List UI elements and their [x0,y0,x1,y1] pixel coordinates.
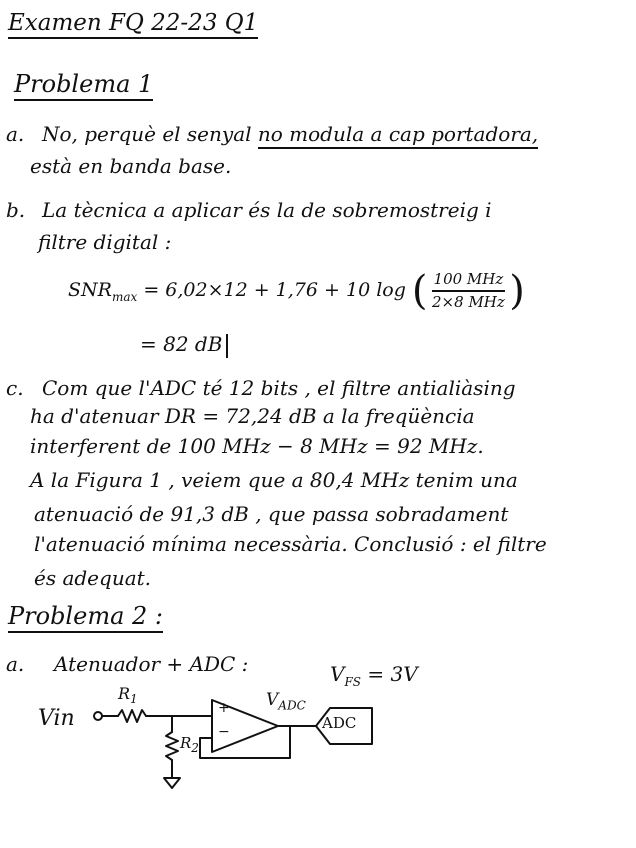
opamp-minus: − [218,724,230,740]
r2-r: R [180,734,192,752]
p1-c-line3: interferent de 100 MHz − 8 MHz = 92 MHz. [30,434,484,458]
vadc-sub: ADC [278,698,306,713]
r2-label [180,734,199,755]
p1-c-line4: A la Figura 1 , veiem que a 80,4 MHz tenim una [30,468,518,492]
vin-terminal [94,712,102,720]
p1-a-line2: està en banda base. [30,154,232,178]
vadc-label [266,690,306,712]
r2-sub: 2 [191,741,199,755]
wire-feedback-back [200,738,290,758]
problema1-heading-text: Problema 1 [14,70,153,101]
p1-c-line7: és adequat. [34,566,152,590]
title-text: Examen FQ 22-23 Q1 [8,10,258,39]
p1-a-marker: a. [6,122,25,146]
snr-lhs: SNR [68,279,112,301]
snr-fraction [432,271,506,312]
p1-b-line2: filtre digital : [38,230,172,254]
vfs-sub: FS [344,675,361,689]
result-bar [226,334,228,358]
problema2-heading-text: Problema 2 : [8,602,163,633]
problema2-heading [8,602,163,630]
resistor-r1 [118,710,146,722]
p1-c-line6: l'atenuació mínima necessària. Conclusió : el filtre [34,532,547,556]
snr-formula [68,268,525,314]
p1-a-line1 [42,122,538,146]
r1-label [118,684,138,706]
p1-c-line2: ha d'atenuar DR = 72,24 dB a la freqüència [30,404,475,428]
p2-a-line1: Atenuador + ADC : [54,652,249,676]
paren-open: ( [411,268,428,314]
snr-lhs-sub: max [111,289,138,304]
vfs-value: = 3V [367,662,418,686]
snr-expr: = 6,02×12 + 1,76 + 10 log [143,279,406,301]
ground-symbol [164,778,180,788]
p1-b-marker: b. [6,198,26,222]
p1-c-line1: Com que l'ADC té 12 bits , el filtre antialiàsing [42,376,516,400]
page-title [8,10,258,36]
opamp-plus: + [218,700,230,716]
p2-a-marker: a. [6,652,25,676]
p1-a-line1-text: No, perquè el senyal [42,122,258,146]
snr-result [140,332,228,358]
snr-result-text: = 82 dB [140,332,223,356]
adc-label: ADC [322,714,357,732]
wire-feedback [278,726,290,744]
paren-close: ) [509,268,525,314]
p1-c-marker: c. [6,376,24,400]
problema1-heading [14,70,153,98]
r1-r: R [118,684,131,703]
fraction-denominator: 2×8 MHz [432,293,505,311]
vadc-v: V [266,690,279,710]
fraction-numerator: 100 MHz [432,271,506,292]
vfs-v: V [330,662,345,686]
vfs-label [330,662,418,689]
p1-b-line1: La tècnica a aplicar és la de sobremostreig i [42,198,492,222]
r1-sub: 1 [130,692,138,707]
vin-label: Vin [38,706,75,731]
p1-a-underlined: no modula a cap portadora, [258,122,538,149]
p1-c-line5: atenuació de 91,3 dB , que passa sobradament [34,502,509,526]
resistor-r2 [166,732,178,760]
